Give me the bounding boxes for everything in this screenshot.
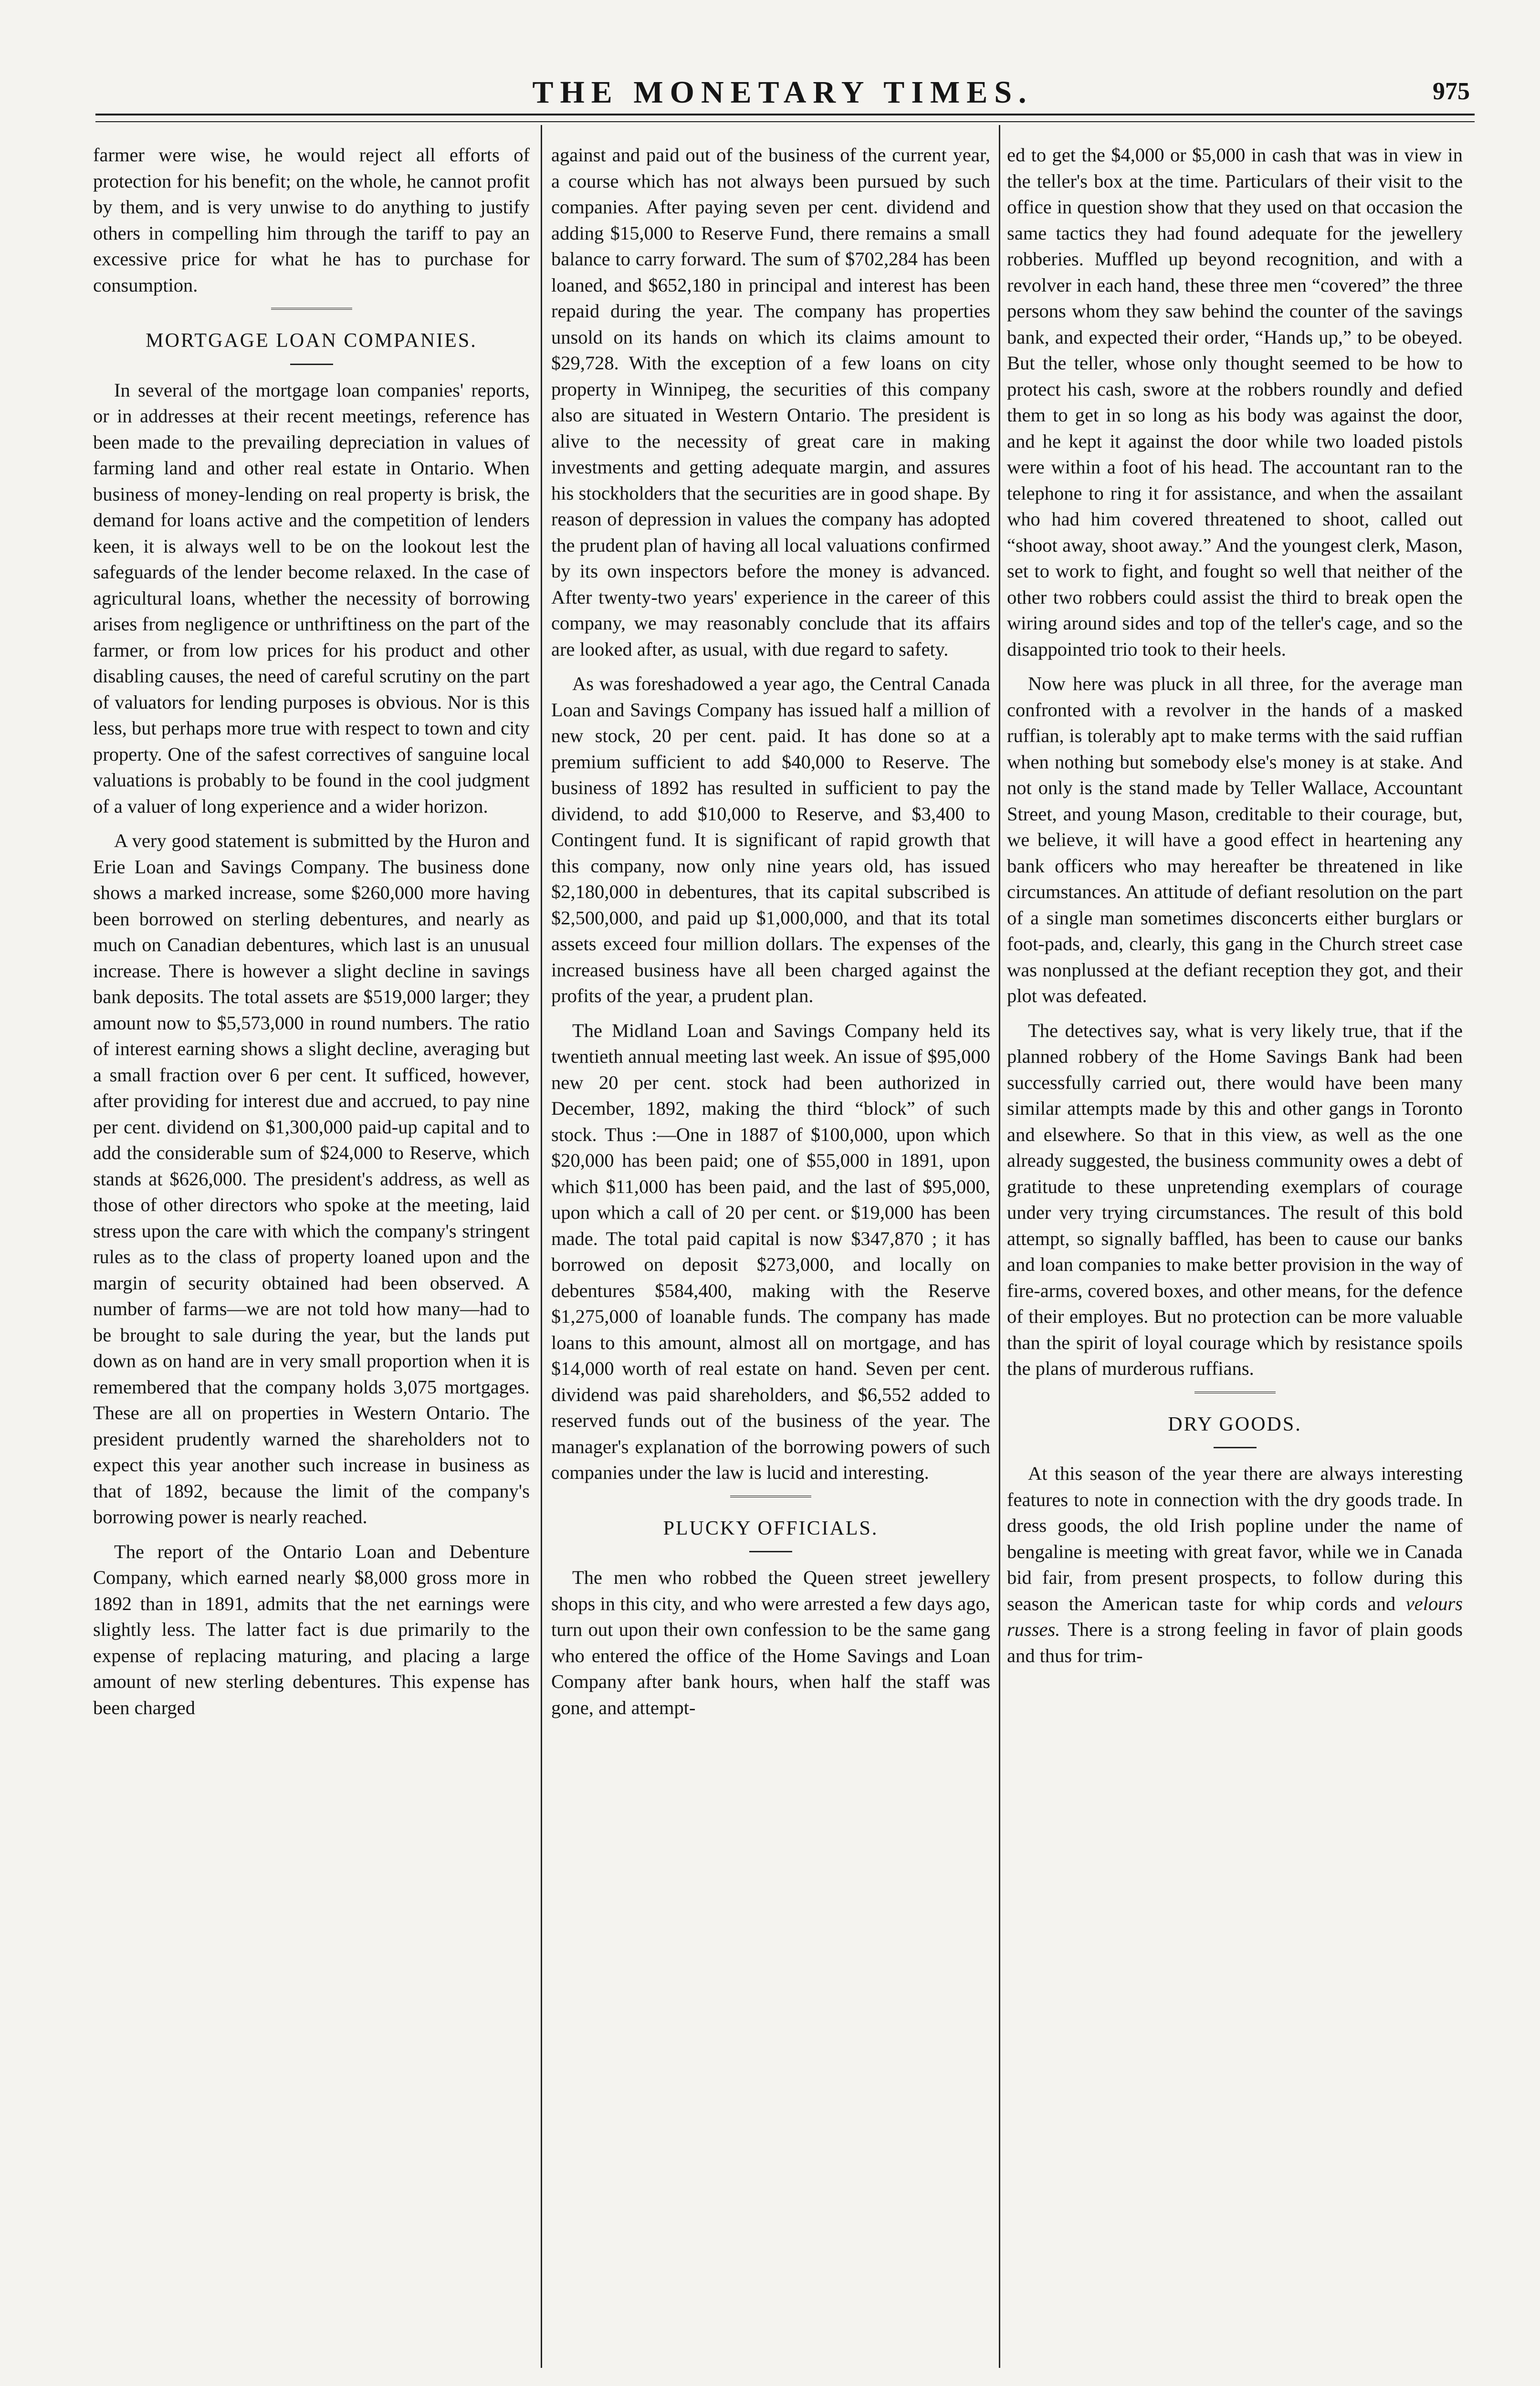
heading-dash [1214,1447,1257,1448]
column-1 [93,142,530,2366]
column-divider [999,125,1000,2368]
paragraph [1007,1461,1463,1669]
section-heading-plucky: PLUCKY OFFICIALS. [663,1517,879,1539]
section-heading-dry-goods: DRY GOODS. [1168,1413,1302,1435]
paragraph: The detectives say, what is very likely true, that if the planned robbery of the Home Savings Bank had been successfully carried out, there would have been many similar attempts made by this and other gangs in Toronto and elsewhere. So that in this view, as well as the one already suggested, the business community owes a debt of gratitude to these unpretending exemplars of courage under very trying circumstances. The result of this bold attempt, so signally baffled, has been to cause our banks and loan companies to make better provision in the way of fire-arms, covered boxes, and other means, for the defence of their employes. But no protection can be more valuable than the spirit of loyal courage which by resistance spoils the plans of murderous ruffians. [1007,1019,1463,1379]
paragraph: As was foreshadowed a year ago, the Central Canada Loan and Savings Company has issued half a million of new stock, 20 per cent. paid. It has done so at a premium sufficient to add $40,000 to Reserve. The business of 1892 has resulted in sufficient to pay the dividend, to add $10,000 to Reserve, and $3,400 to Contingent fund. It is significant of rapid growth that this company, now only nine years old, has issued $2,180,000 in debentures, that its capital subscribed is $2,500,000, and paid up $1,000,000, and that its total assets exceed four million dollars. The expenses of the increased business have all been charged against the profits of the year, a prudent plan. [551,673,990,1006]
italic-term: velours russes. [1007,1592,1463,1640]
heading-dash [749,1551,792,1552]
paragraph: In several of the mortgage loan companies' reports, or in addresses at their recent meetings, reference has been made to the prevailing depreciation in values of farming land and other real estate in Ontario. When business of money-lending on real property is brisk, the demand for loans active and the competition of lenders keen, it is always well to be on the lookout lest the safeguards of the lender become relaxed. In the case of agricultural loans, whether the necessity of borrowing arises from negligence or unthriftiness on the part of the farmer, or from low prices for his product and other disabling causes, the need of careful scrutiny on the part of valuators for lending purposes is obvious. Nor is this less, but perhaps more true with respect to town and city property. One of the safest correctives of sanguine local valuations is probably to be found in the cool judgment of a valuer of long experience and a wider horizon. [93,379,530,817]
paragraph: Now here was pluck in all three, for the average man confronted with a revolver in the hands of a masked ruffian, is tolerably apt to make terms with the said ruffian when nothing but somebody else's money is at stake. And not only is the stand made by Teller Wallace, Accountant Street, and young Mason, creditable to their courage, but, we believe, it will have a good effect in heartening any bank officers who may hereafter be threatened in like circumstances. An attitude of defiant resolution on the part of a single man sometimes disconcerts either burglars or foot-pads, and, clearly, this gang in the Church street case was nonplussed at the defiant reception they got, and their plot was defeated. [1007,673,1463,1006]
section-rule [730,1496,811,1500]
paragraph: against and paid out of the business of the current year, a course which has not always been pursued by such companies. After paying seven per cent. dividend and adding $15,000 to Reserve Fund, there remains a small balance to carry forward. The sum of $702,284 has been loaned, and $652,180 in principal and interest has been repaid during the year. The company has properties unsold on its hands on which its claims amount to $29,728. With the exception of a few loans on city property in Winnipeg, the securities of this company also are situated in Western Ontario. The president is alive to the necessity of great care in making investments and getting adequate margin, and assures his stockholders that the securities are in good shape. By reason of depression in values the company has adopted the prudent plan of having all local valuations confirmed by its own inspectors before the money is advanced. After twenty-two years' experience in the career of this company, we may reasonably conclude that its affairs are looked after, as usual, with due regard to safety. [551,144,990,660]
header-rule-thin [95,121,1475,122]
text-run: There is a strong feeling in favor of plain goods and thus for trim- [1007,1619,1463,1666]
section-rule [271,308,352,313]
paragraph: The Midland Loan and Savings Company held its twentieth annual meeting last week. An issue of $95,000 new 20 per cent. stock had been authorized in December, 1892, making the third “block” of such stock. Thus :—One in 1887 of $100,000, upon which $20,000 has been paid; one of $55,000 in 1891, upon which $11,000 has been paid, and the last of $95,000, upon which a call of 20 per cent. or $19,000 has been made. The total paid capital is now $347,870 ; it has borrowed on deposit $273,000, and locally on debentures $584,400, making with the Reserve $1,275,000 of loanable funds. The company has made loans to this amount, almost all on mortgage, and has $14,000 worth of real estate on hand. Seven per cent. dividend was paid shareholders, and $6,552 added to reserved funds out of the business of the year. The manager's explanation of the borrowing powers of such companies under the law is lucid and interesting. [551,1019,990,1483]
paragraph: A very good statement is submitted by the Huron and Erie Loan and Savings Company. The business done shows a marked increase, some $260,000 more having been borrowed on sterling debentures, and nearly as much on Canadian debentures, which last is an unusual increase. There is however a slight decline in savings bank deposits. The total assets are $519,000 larger; they amount now to $5,573,000 in round numbers. The ratio of interest earning shows a slight decline, averaging but a small fraction over 6 per cent. It sufficed, however, after providing for interest due and accrued, to pay nine per cent. dividend on $1,300,000 paid-up capital and to add the considerable sum of $24,000 to Reserve, which stands at $626,000. The president's address, as well as those of other directors who spoke at the meeting, laid stress upon the care with which the company's stringent rules as to the class of property loaned upon and the margin of security obtained had been observed. A number of farms—we are not told how many—had to be brought to sale during the year, but the lands put down as on hand are in very small proportion when it is remembered that the company holds 3,075 mortgages. These are all on properties in Western Ontario. The president prudently warned the shareholders not to expect this year another such increase in business as that of 1892, because the limit of the company's borrowing power is nearly reached. [93,830,530,1528]
section-heading-mortgage: MORTGAGE LOAN COMPANIES. [146,330,477,352]
paragraph: ed to get the $4,000 or $5,000 in cash that was in view in the teller's box at the time. Particulars of their visit to the office in question show that they used on that occasion the same tactics they had found adequate for the jewellery robberies. Muffled up beyond recognition, and with a revolver in each hand, these three men “covered” the three persons whom they saw behind the counter of the savings bank, and expected their order, “Hands up,” to be obeyed. But the teller, whose only thought seemed to be how to protect his cash, swore at the robbers roundly and defied them to get in so long as his body was against the door, and he kept it against the door while two loaded pistols were within a foot of his head. The accountant ran to the telephone to ring it for assistance, and when the assailant who had him covered threatened to shoot, called out “shoot away, shoot away.” And the youngest clerk, Mason, set to work to fight, and fought so well that neither of the other two robbers could assist the third to break open the wiring around sides and top of the teller's cage, and so the disappointed trio took to their heels. [1007,144,1463,660]
paragraph: The report of the Ontario Loan and Debenture Company, which earned nearly $8,000 gross more in 1892 than in 1891, admits that the net earnings were slightly less. The latter fact is due primarily to the expense of replacing maturing, and placing a large amount of new sterling debentures. This expense has been charged [93,1540,530,1718]
text-run: At this season of the year there are always interesting features to note in connection with the dry goods trade. In dress goods, the old Irish popline under the name of bengaline is meeting with great favor, while we in Canada bid fair, from present prospects, to follow during this season the American taste for whip cords and [1007,1463,1463,1614]
page-header [91,72,1475,110]
column-2 [551,142,990,2366]
header-rule [95,114,1475,115]
paragraph: farmer were wise, he would reject all efforts of protection for his benefit; on the whole, he cannot profit by them, and is very unwise to do anything to justify others in compelling him through the tariff to pay an excessive price for what he has to purchase for consumption. [93,144,530,296]
page-number: 975 [1433,78,1470,105]
paragraph: The men who robbed the Queen street jewellery shops in this city, and who were arrested a few days ago, turn out upon their own confession to be the same gang who entered the office of the Home Savings and Loan Company after bank hours, when half the staff was gone, and attempt- [551,1567,990,1718]
heading-dash [290,364,333,365]
column-3 [1007,142,1463,2366]
column-divider [541,125,542,2368]
newspaper-title: THE MONETARY TIMES. [532,75,1033,110]
section-rule [1194,1392,1276,1396]
